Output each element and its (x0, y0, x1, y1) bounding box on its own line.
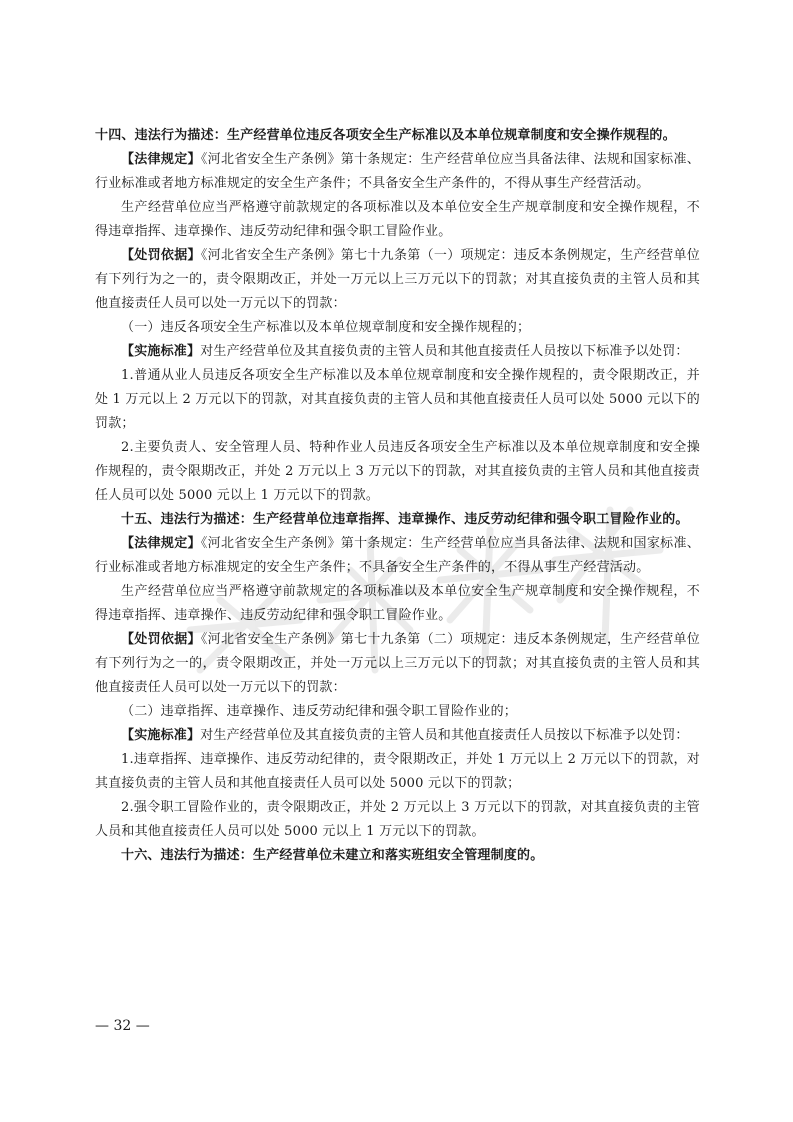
implementation-standard-text: 对生产经营单位及其直接负责的主管人员和其他直接责任人员按以下标准予以处罚： (200, 728, 689, 743)
standard-item-2: 2.主要负责人、安全管理人员、特种作业人员违反各项安全生产标准以及本单位规章制度和安全操作规程的，责令限期改正，并处 2 万元以上 3 万元以下的罚款，对其直接负责的主管人员和其他直接责任人员可以处 5000 元以上 1 万元以下的罚款。 (95, 440, 700, 503)
section-heading-16: 十六、违法行为描述：生产经营单位未建立和落实班组安全管理制度的。 (121, 848, 544, 863)
implementation-standard-paragraph (95, 724, 700, 748)
item-paragraph: （一）违反各项安全生产标准以及本单位规章制度和安全操作规程的； (121, 320, 531, 335)
legal-provision-label: 【法律规定】 (121, 536, 201, 551)
implementation-standard-label: 【实施标准】 (121, 344, 201, 359)
legal-provision-label: 【法律规定】 (121, 152, 201, 167)
penalty-basis-label: 【处罚依据】 (121, 632, 201, 647)
page-number: — 32 — (95, 1018, 150, 1034)
implementation-standard-text: 对生产经营单位及其直接负责的主管人员和其他直接责任人员按以下标准予以处罚： (200, 344, 689, 359)
section-heading-15: 十五、违法行为描述：生产经营单位违章指挥、违章操作、违反劳动纪律和强令职工冒险作业的。 (121, 512, 689, 527)
body-paragraph: 生产经营单位应当严格遵守前款规定的各项标准以及本单位安全生产规章制度和安全操作规程，不得违章指挥、违章操作、违反劳动纪律和强令职工冒险作业。 (95, 200, 700, 239)
legal-provision-paragraph (95, 148, 700, 196)
item-paragraph: （二）违章指挥、违章操作、违反劳动纪律和强令职工冒险作业的； (121, 704, 518, 719)
standard-item-1: 1.普通从业人员违反各项安全生产标准以及本单位规章制度和安全操作规程的，责令限期改正，并处 1 万元以上 2 万元以下的罚款，对其直接负责的主管人员和其他直接责任人员可以处 5000 元以下的罚款； (95, 368, 700, 431)
section-heading-14: 十四、违法行为描述：生产经营单位违反各项安全生产标准以及本单位规章制度和安全操作规程的。 (95, 128, 676, 143)
penalty-basis-label: 【处罚依据】 (121, 248, 201, 263)
document-body (95, 124, 700, 868)
penalty-basis-text: 《河北省安全生产条例》第七十九条第（二）项规定：违反本条例规定，生产经营单位有下列行为之一的，责令限期改正，并处一万元以上三万元以下的罚款；对其直接负责的主管人员和其他直接责任人员可以处一万元以下的罚款： (95, 632, 700, 695)
penalty-basis-paragraph (95, 628, 700, 700)
penalty-basis-text: 《河北省安全生产条例》第七十九条第（一）项规定：违反本条例规定，生产经营单位有下列行为之一的，责令限期改正，并处一万元以上三万元以下的罚款；对其直接负责的主管人员和其他直接责任人员可以处一万元以下的罚款： (95, 248, 700, 311)
legal-provision-paragraph (95, 532, 700, 580)
standard-item-1: 1.违章指挥、违章操作、违反劳动纪律的，责令限期改正，并处 1 万元以上 2 万元以下的罚款，对其直接负责的主管人员和其他直接责任人员可以处 5000 元以下的罚款； (95, 752, 700, 791)
body-paragraph: 生产经营单位应当严格遵守前款规定的各项标准以及本单位安全生产规章制度和安全操作规程，不得违章指挥、违章操作、违反劳动纪律和强令职工冒险作业。 (95, 584, 700, 623)
penalty-basis-paragraph (95, 244, 700, 316)
legal-provision-text: 《河北省安全生产条例》第十条规定：生产经营单位应当具备法律、法规和国家标准、行业标准或者地方标准规定的安全生产条件；不具备安全生产条件的，不得从事生产经营活动。 (95, 536, 700, 575)
standard-item-2: 2.强令职工冒险作业的，责令限期改正，并处 2 万元以上 3 万元以下的罚款，对其直接负责的主管人员和其他直接责任人员可以处 5000 元以上 1 万元以下的罚款。 (95, 800, 700, 839)
implementation-standard-paragraph (95, 340, 700, 364)
legal-provision-text: 《河北省安全生产条例》第十条规定：生产经营单位应当具备法律、法规和国家标准、行业标准或者地方标准规定的安全生产条件；不具备安全生产条件的，不得从事生产经营活动。 (95, 152, 700, 191)
implementation-standard-label: 【实施标准】 (121, 728, 201, 743)
